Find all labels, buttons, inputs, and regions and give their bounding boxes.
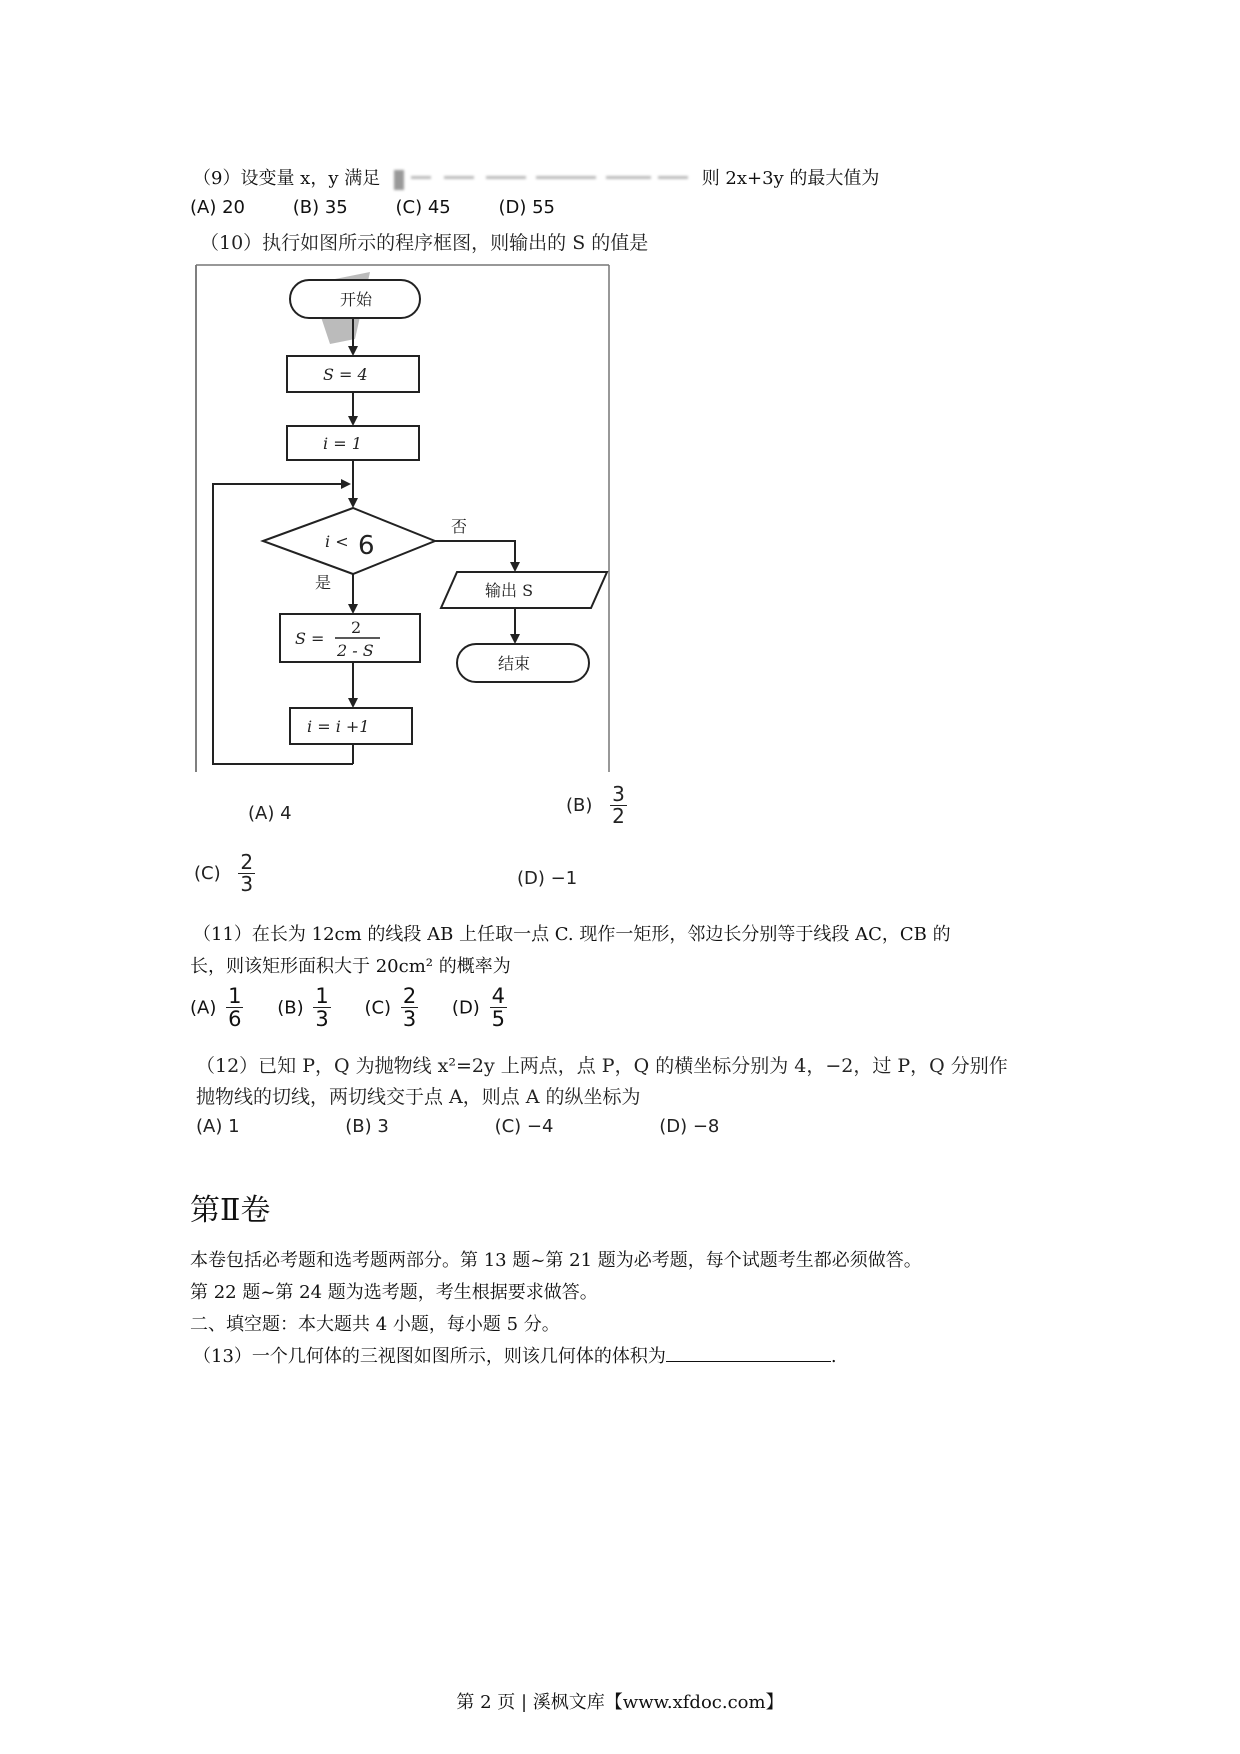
q10-choice-b-label: (B)	[566, 795, 593, 816]
q12-choices	[196, 1116, 719, 1137]
q11-choice-c-denominator: 3	[402, 1007, 417, 1032]
q11-choice-c-label: (C)	[364, 997, 392, 1019]
q10-choice-c-fraction	[238, 852, 255, 895]
q10-choice-d: (D) −1	[517, 868, 578, 889]
flowchart-output-label: 输出 S	[485, 581, 534, 600]
q12-choice-b: (B) 3	[345, 1116, 389, 1137]
q11-choice-c-numerator: 2	[402, 984, 417, 1008]
q10-choice-c-denominator: 3	[240, 872, 254, 896]
q9-choice-a: (A) 20	[190, 197, 245, 218]
q11-choice-a-denominator: 6	[228, 1007, 242, 1032]
q11-choice-d-numerator: 4	[491, 984, 505, 1008]
q12-line2: 抛物线的切线，两切线交于点 A，则点 A 的纵坐标为	[196, 1086, 641, 1108]
q10-stem: （10）执行如图所示的程序框图，则输出的 S 的值是	[200, 232, 649, 254]
flowchart-update-i-label: i = i +1	[307, 717, 370, 736]
q9-choice-c: (C) 45	[395, 197, 451, 218]
q10-choice-b-denominator: 2	[612, 804, 625, 828]
q11-line2: 长，则该矩形面积大于 20cm² 的概率为	[190, 956, 511, 977]
q10-choice-b	[566, 784, 627, 827]
q12-line1: （12）已知 P，Q 为抛物线 x²=2y 上两点，点 P，Q 的横坐标分别为 4，−2，过 P，Q 分别作	[196, 1055, 1008, 1077]
q11-choice-b-label: (B)	[277, 997, 304, 1019]
page-footer: 第 2 页 | 溪枫文库【www.xfdoc.com】	[456, 1692, 784, 1713]
q11-choice-b-denominator: 3	[315, 1007, 329, 1032]
flowchart-init-s-label: S = 4	[323, 365, 368, 384]
q9-choice-d: (D) 55	[498, 197, 555, 218]
q11-line1: （11）在长为 12cm 的线段 AB 上任取一点 C. 现作一矩形，邻边长分别等于线段 AC，CB 的	[193, 924, 951, 945]
q9-choice-b: (B) 35	[292, 197, 348, 218]
q10-choice-c-label: (C)	[194, 863, 221, 884]
q11-choice-d-fraction	[490, 985, 507, 1030]
q10-choice-b-numerator: 3	[612, 782, 625, 806]
q10-choice-a: (A) 4	[248, 803, 292, 824]
q9-condition-image	[386, 168, 696, 190]
q10-choice-c	[194, 852, 255, 895]
part2-line1: 本卷包括必考题和选考题两部分。第 13 题~第 21 题为必考题，每个试题考生都必须做答。	[190, 1250, 922, 1271]
q10-choice-c-numerator: 2	[240, 850, 254, 874]
flowchart-condition-number: 6	[358, 531, 375, 561]
part2-line2: 第 22 题~第 24 题为选考题，考生根据要求做答。	[190, 1282, 598, 1303]
q10-flowchart	[195, 264, 615, 772]
flowchart-init-i-label: i = 1	[323, 434, 362, 453]
q11-choice-a-numerator: 1	[228, 984, 242, 1008]
q9-stem	[193, 164, 879, 190]
q12-choice-d: (D) −8	[659, 1116, 720, 1137]
q11-choice-b	[277, 984, 336, 1032]
q11-choice-d-label: (D)	[451, 997, 480, 1019]
q13-answer-blank	[666, 1343, 831, 1362]
q11-choices	[190, 985, 507, 1030]
q11-choice-b-numerator: 1	[315, 984, 329, 1008]
q11-choice-a	[190, 984, 249, 1032]
q13-text: （13）一个几何体的三视图如图所示，则该几何体的体积为	[193, 1346, 666, 1367]
flowchart-end-label: 结束	[498, 654, 531, 673]
q11-choice-d-denominator: 5	[491, 1007, 505, 1032]
q11-choice-d	[451, 984, 507, 1032]
q12-choice-a: (A) 1	[196, 1116, 240, 1137]
q11-choice-a-fraction	[226, 985, 243, 1030]
flowchart-condition-diamond	[263, 508, 435, 574]
flowchart-update-s-denominator: 2 - S	[337, 641, 374, 660]
flowchart-yes-label: 是	[315, 573, 332, 592]
q12-choice-c: (C) −4	[494, 1116, 554, 1137]
flowchart-condition-label: i <	[325, 532, 349, 551]
q11-choice-c	[364, 984, 423, 1032]
q9-stem-suffix: 则 2x+3y 的最大值为	[701, 168, 880, 189]
q10-choice-b-fraction	[610, 784, 627, 827]
q13-stem	[193, 1342, 837, 1368]
q11-choice-b-fraction	[313, 985, 330, 1030]
q9-stem-prefix: （9）设变量 x，y 满足	[193, 168, 381, 189]
flowchart-update-s-label: S =	[295, 629, 325, 648]
q9-choices	[190, 197, 555, 218]
q11-choice-a-label: (A)	[190, 997, 217, 1019]
flowchart-start-label: 开始	[340, 290, 373, 309]
q11-choice-c-fraction	[401, 985, 418, 1030]
part2-line3: 二、填空题：本大题共 4 小题，每小题 5 分。	[190, 1314, 560, 1335]
part2-title: 第Ⅱ卷	[190, 1193, 271, 1228]
q13-end: .	[830, 1346, 837, 1367]
flowchart-no-label: 否	[451, 517, 468, 536]
flowchart-update-s-numerator: 2	[351, 618, 362, 637]
